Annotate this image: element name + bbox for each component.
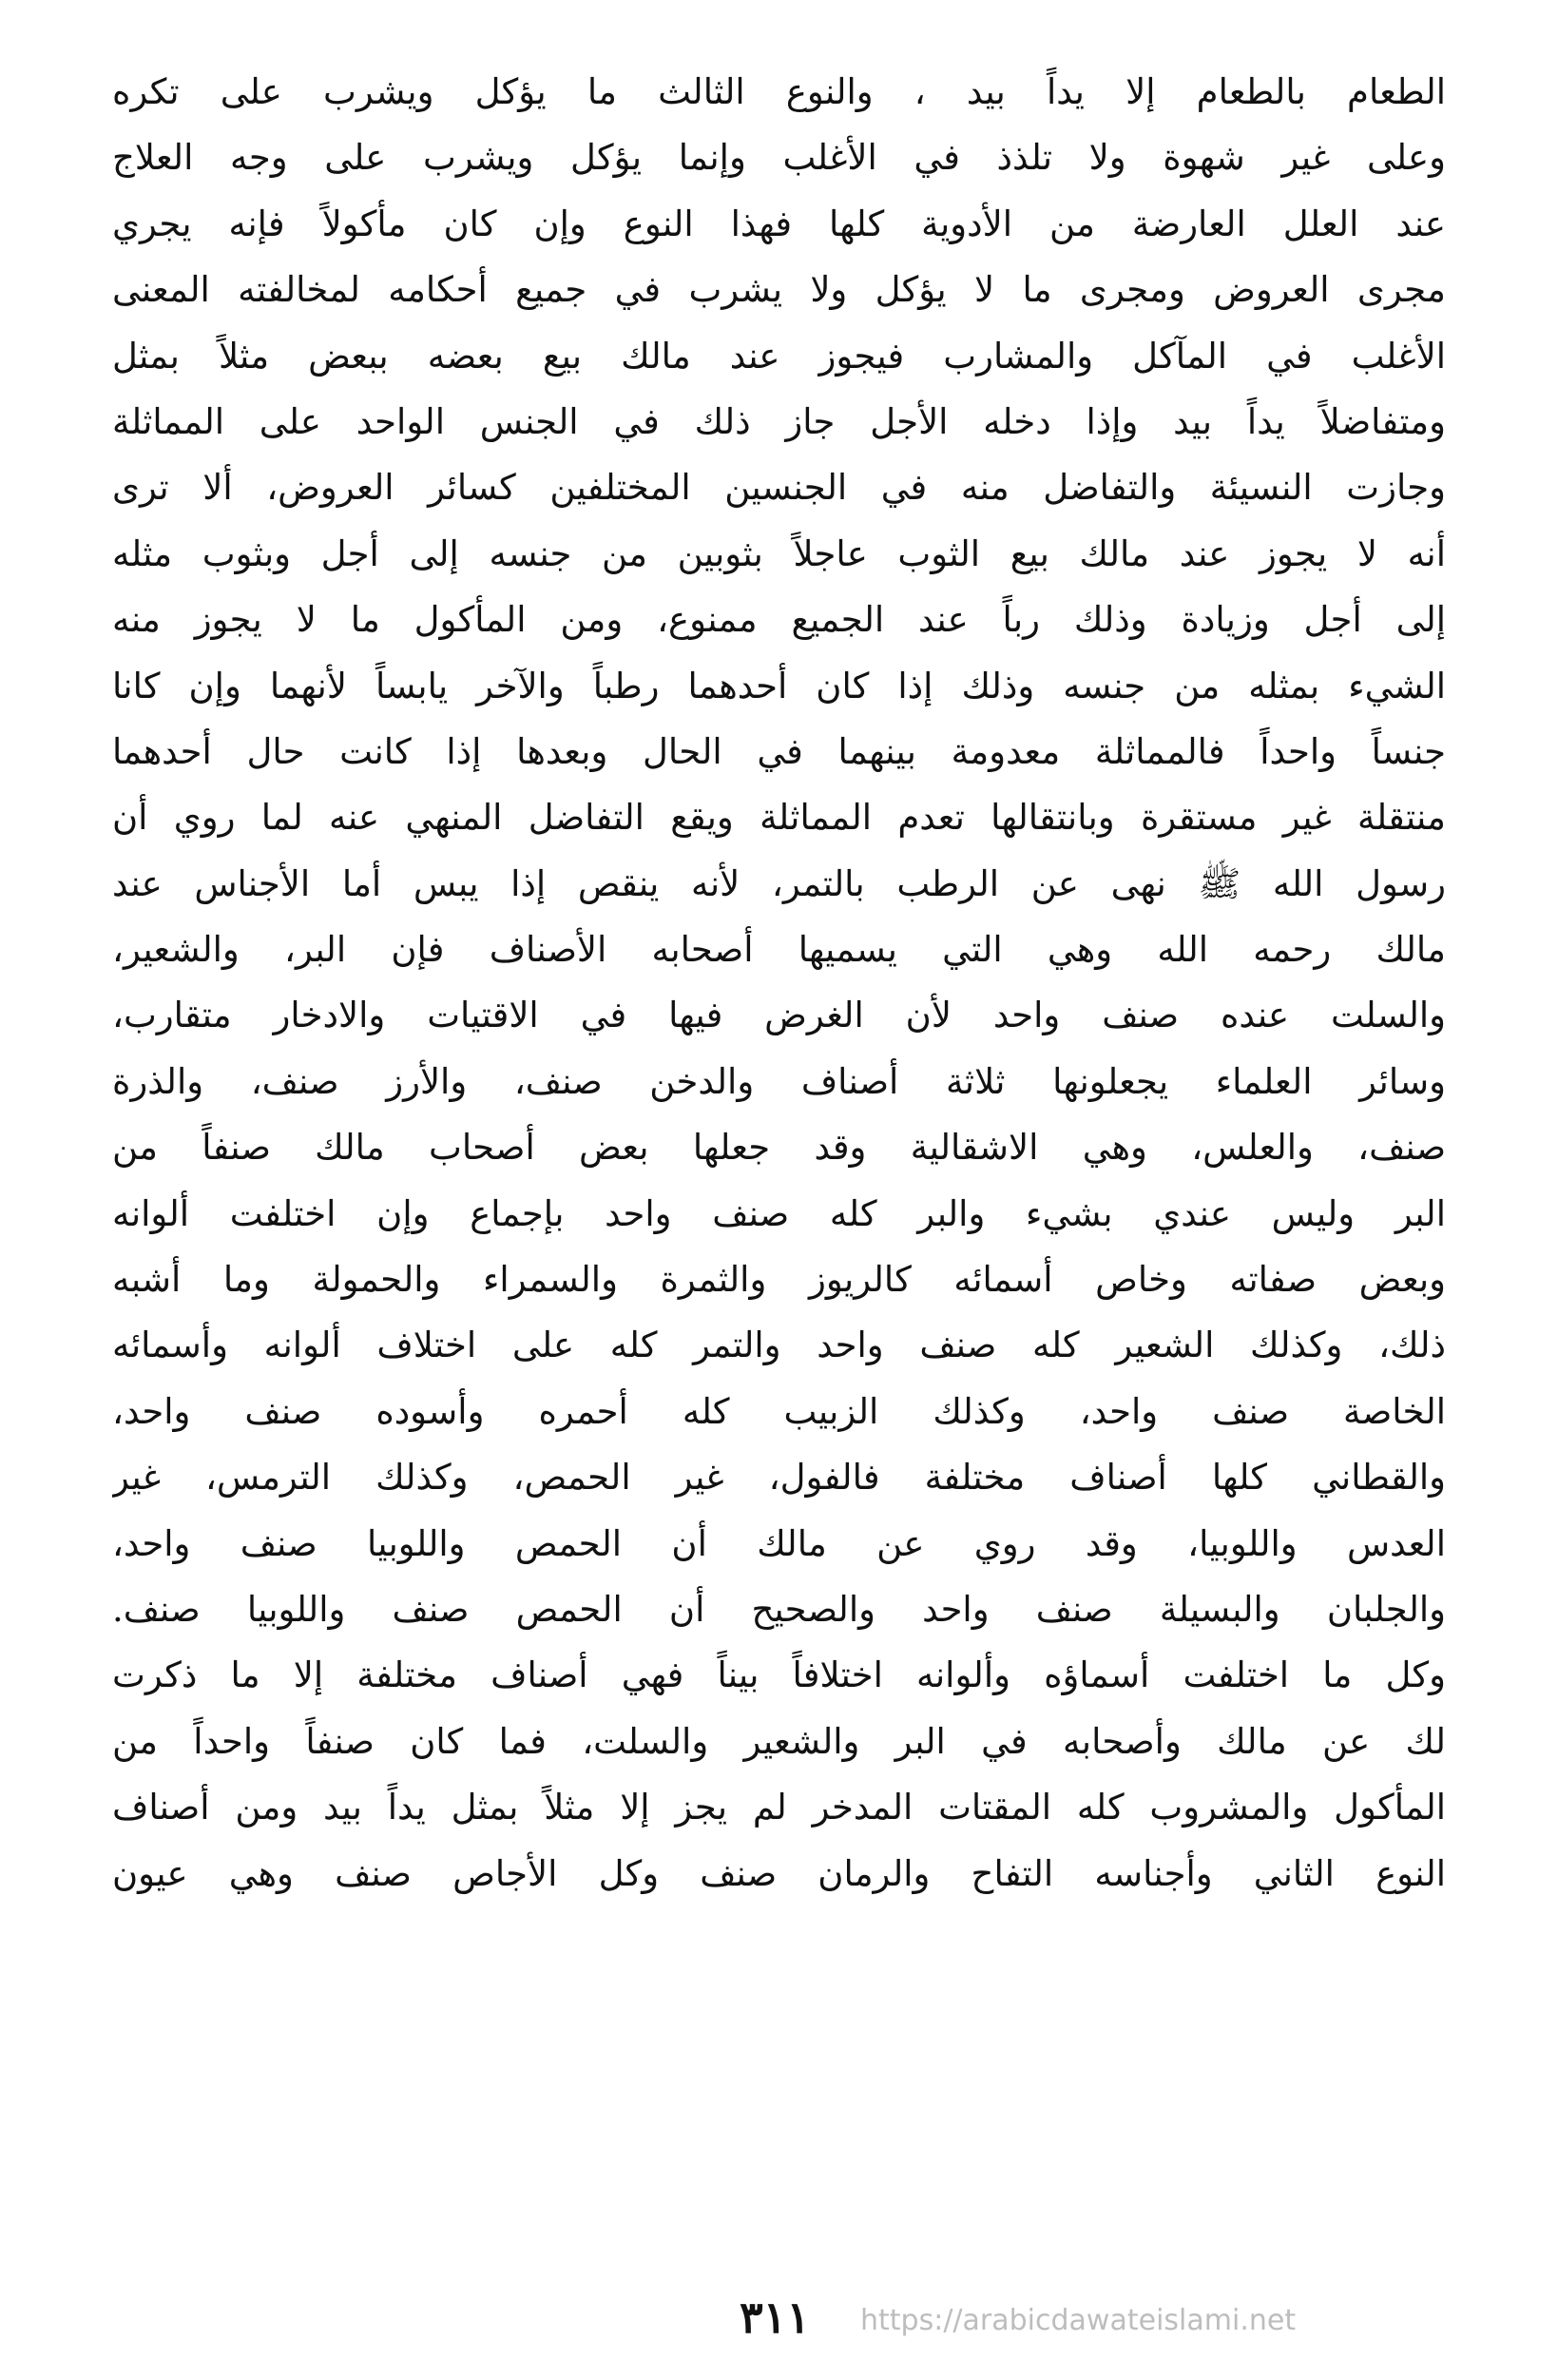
text-line: عند العلل العارضة من الأدوية كلها فهذا النوع وإن كان مأكولاً فإنه يجري: [112, 203, 1446, 244]
page-number: ٣١١: [739, 2292, 811, 2343]
text-line: والجلبان والبسيلة صنف واحد والصحيح أن الحمص صنف واللوبيا صنف.: [112, 1588, 1446, 1630]
text-line: ذلك، وكذلك الشعير كله صنف واحد والتمر كله على اختلاف ألوانه وأسمائه: [112, 1325, 1446, 1366]
text-line: الشيء بمثله من جنسه وذلك إذا كان أحدهما رطباً والآخر يابساً لأنهما وإن كانا: [112, 665, 1446, 706]
text-line: الأغلب في المآكل والمشارب فيجوز عند مالك بيع بعضه ببعض مثلاً بمثل: [112, 335, 1446, 377]
text-line: لك عن مالك وأصحابه في البر والشعير والسلت، فما كان صنفاً واحداً من: [112, 1720, 1446, 1762]
text-line: البر وليس عندي بشيء والبر كله صنف واحد بإجماع وإن اختلفت ألوانه: [112, 1192, 1446, 1234]
text-line: منتقلة غير مستقرة وبانتقالها تعدم المماثلة ويقع التفاضل المنهي عنه لما روي أن: [112, 797, 1446, 839]
body-text: [112, 59, 1446, 1906]
text-line: إلى أجل وزيادة وذلك رباً عند الجميع ممنوع، ومن المأكول ما لا يجوز منه: [112, 599, 1446, 641]
text-line: جنساً واحداً فالمماثلة معدومة بينهما في الحال وبعدها إذا كانت حال أحدهما: [112, 730, 1446, 772]
text-line: مالك رحمه الله وهي التي يسميها أصحابه الأصناف فإن البر، والشعير،: [112, 929, 1446, 971]
text-line: الطعام بالطعام إلا يداً بيد ، والنوع الثالث ما يؤكل ويشرب على تكره: [112, 71, 1446, 112]
text-line: المأكول والمشروب كله المقتات المدخر لم يجز إلا مثلاً بمثل يداً بيد ومن أصناف: [112, 1787, 1446, 1829]
text-line: وبعض صفاته وخاص أسمائه كالريوز والثمرة والسمراء والحمولة وما أشبه: [112, 1259, 1446, 1301]
watermark-url: https://arabicdawateislami.net: [860, 2304, 1297, 2337]
text-line: أنه لا يجوز عند مالك بيع الثوب عاجلاً بثوبين من جنسه إلى أجل وبثوب مثله: [112, 532, 1446, 574]
text-line: وعلى غير شهوة ولا تلذذ في الأغلب وإنما يؤكل ويشرب على وجه العلاج: [112, 137, 1446, 179]
text-line: النوع الثاني وأجناسه التفاح والرمان صنف وكل الأجاص صنف وهي عيون: [112, 1852, 1446, 1894]
text-line: والسلت عنده صنف واحد لأن الغرض فيها في الاقتيات والادخار متقارب،: [112, 995, 1446, 1036]
text-line: العدس واللوبيا، وقد روي عن مالك أن الحمص واللوبيا صنف واحد،: [112, 1522, 1446, 1564]
text-line: صنف، والعلس، وهي الاشقالية وقد جعلها بعض أصحاب مالك صنفاً من: [112, 1127, 1446, 1169]
text-line: الخاصة صنف واحد، وكذلك الزبيب كله أحمره وأسوده صنف واحد،: [112, 1390, 1446, 1432]
text-line: والقطاني كلها أصناف مختلفة فالفول، غير الحمص، وكذلك الترمس، غير: [112, 1457, 1446, 1499]
text-line: رسول الله ﷺ نهى عن الرطب بالتمر، لأنه ينقص إذا يبس أما الأجناس عند: [112, 862, 1446, 904]
text-line: مجرى العروض ومجرى ما لا يؤكل ولا يشرب في جميع أحكامه لمخالفته المعنى: [112, 269, 1446, 311]
text-line: ومتفاضلاً يداً بيد وإذا دخله الأجل جاز ذلك في الجنس الواحد على المماثلة: [112, 400, 1446, 442]
text-line: وسائر العلماء يجعلونها ثلاثة أصناف والدخن صنف، والأرز صنف، والذرة: [112, 1060, 1446, 1102]
text-line: وجازت النسيئة والتفاضل منه في الجنسين المختلفين كسائر العروض، ألا ترى: [112, 467, 1446, 509]
text-line: وكل ما اختلفت أسماؤه وألوانه اختلافاً بيناً فهي أصناف مختلفة إلا ما ذكرت: [112, 1654, 1446, 1696]
